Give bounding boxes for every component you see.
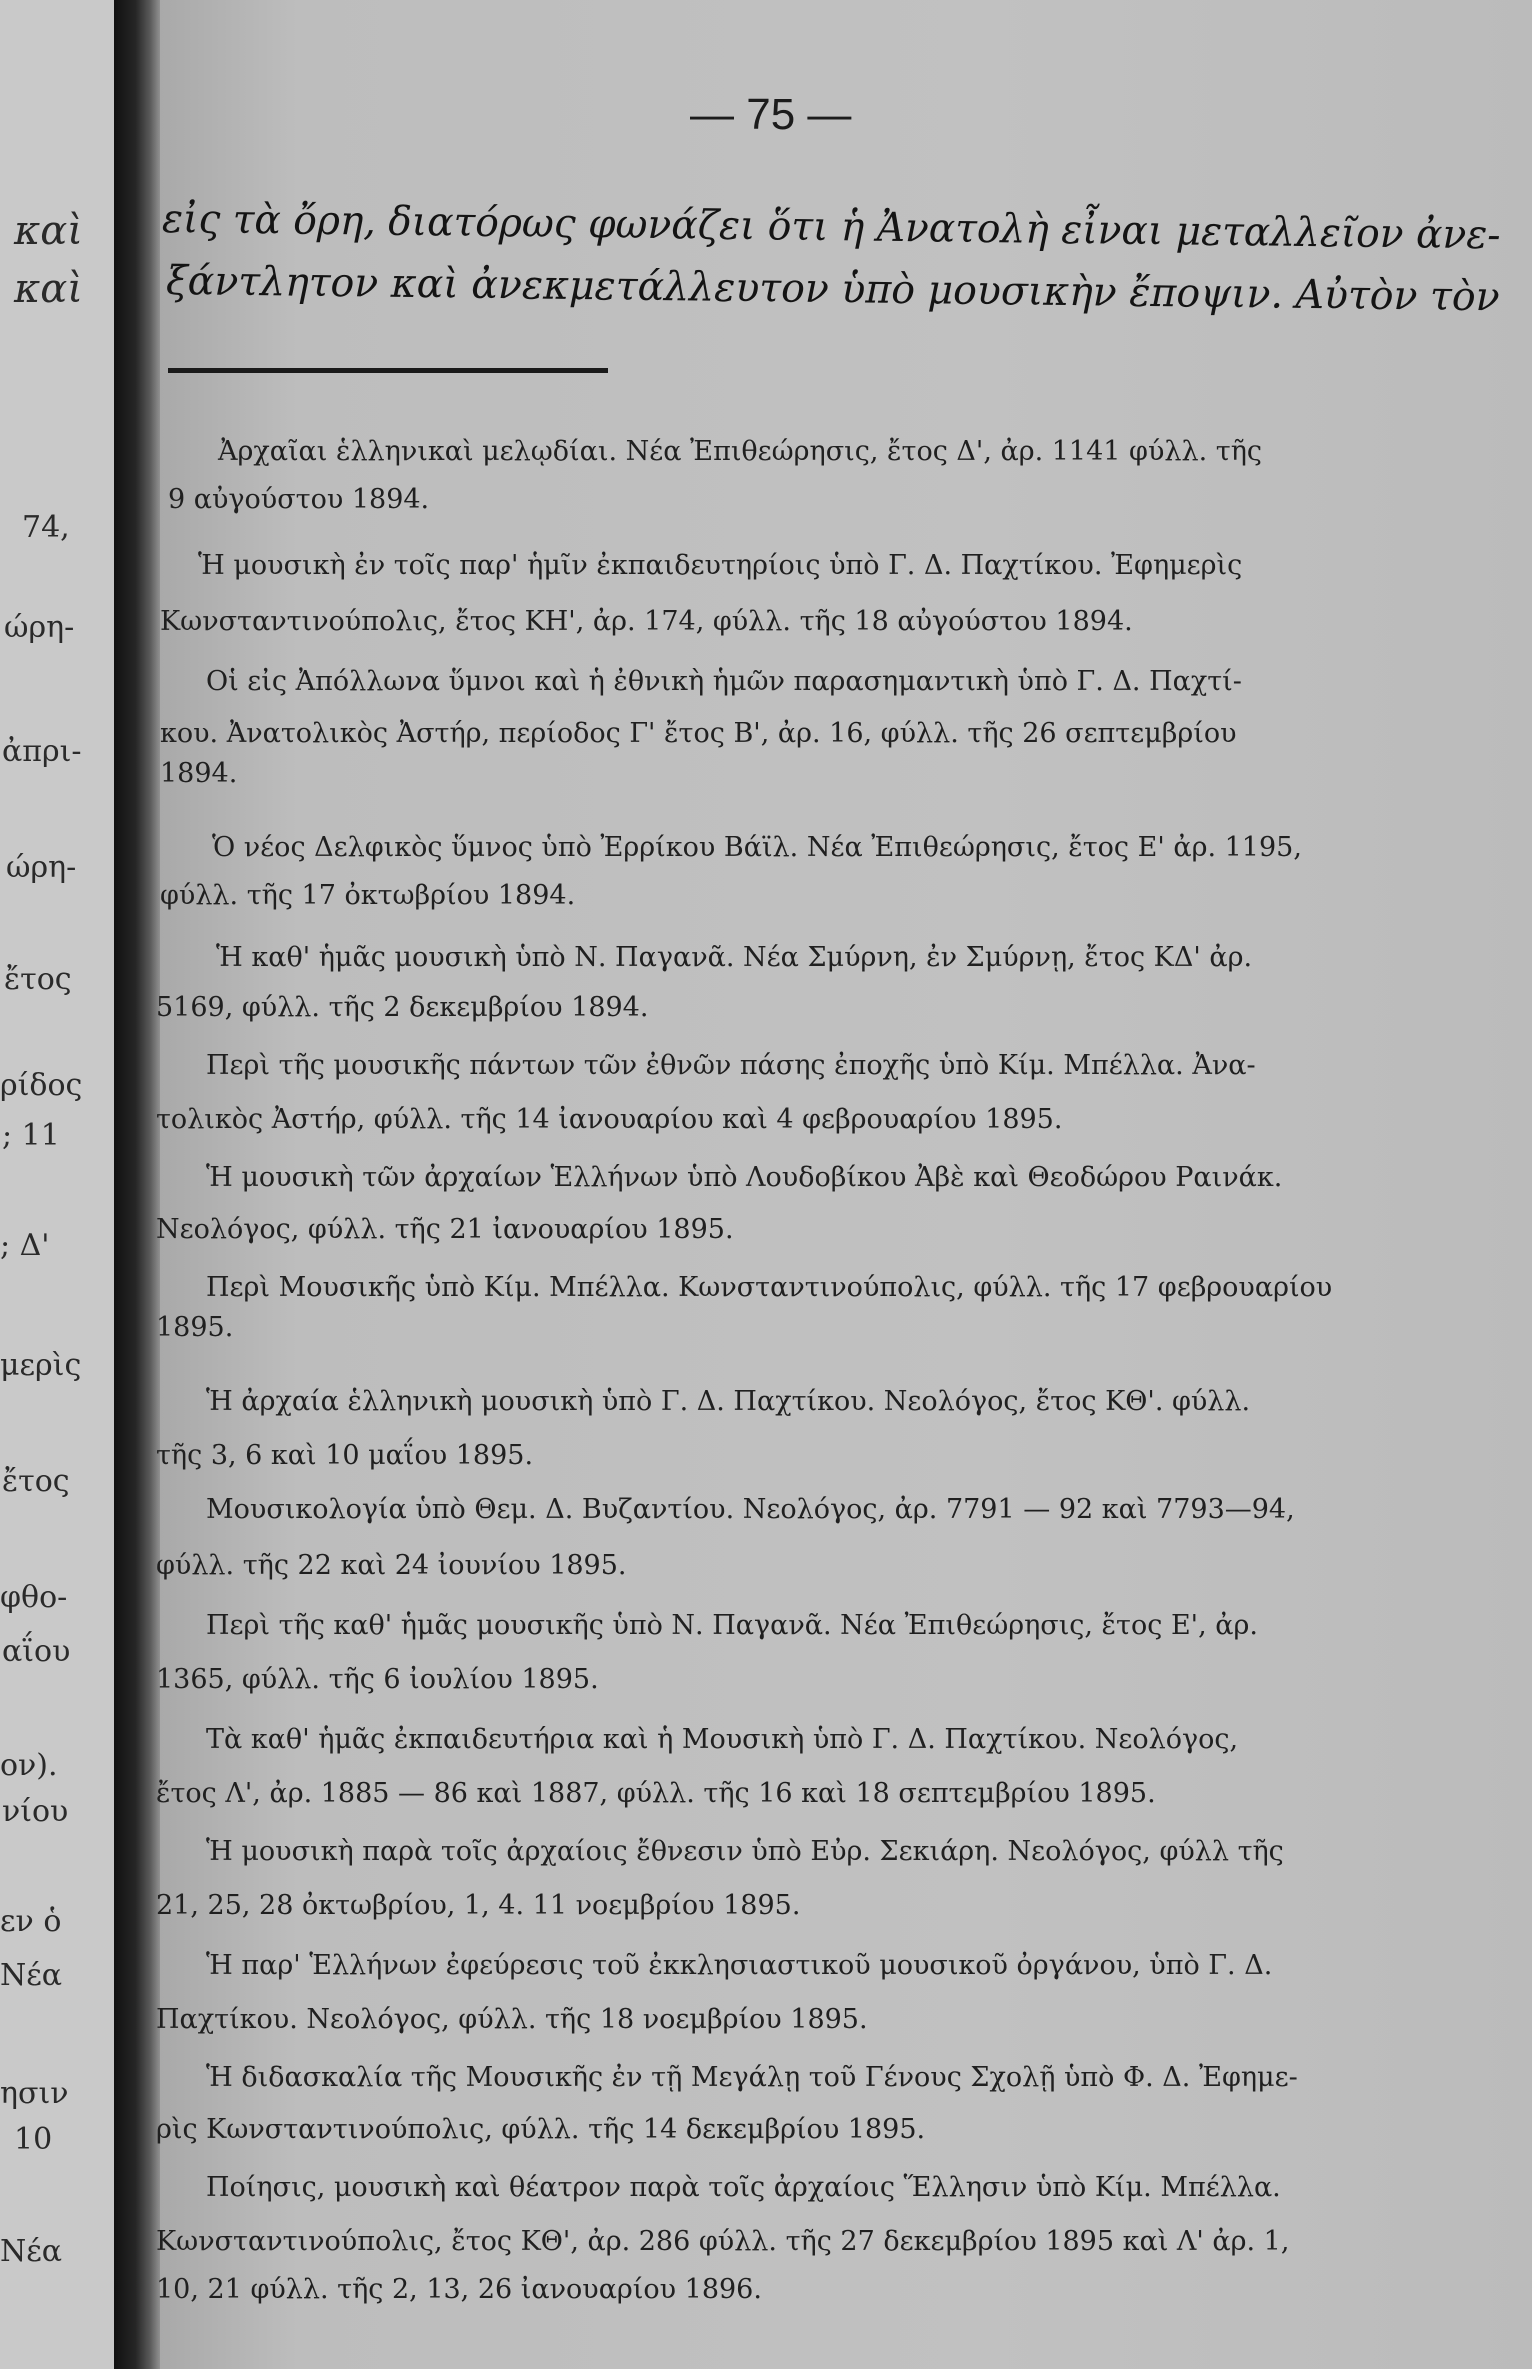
footnote-line: Οἱ εἰς Ἀπόλλωνα ὕμνοι καὶ ἡ ἐθνικὴ ἡμῶν παρασημαντικὴ ὑπὸ Γ. Δ. Παχτί-	[206, 666, 1242, 697]
footnote-line: 21, 25, 28 ὀκτωβρίου, 1, 4. 11 νοεμβρίου 1895.	[156, 1890, 801, 1921]
footnote-line: ἔτος Λ', ἀρ. 1885 — 86 καὶ 1887, φύλλ. τῆς 16 καὶ 18 σεπτεμβρίου 1895.	[156, 1778, 1156, 1809]
left-margin-word: 10	[14, 2122, 53, 2157]
footnote-line: τολικὸς Ἀστήρ, φύλλ. τῆς 14 ἰανουαρίου καὶ 4 φεβρουαρίου 1895.	[156, 1104, 1063, 1135]
footnote-line: Μουσικολογία ὑπὸ Θεμ. Δ. Βυζαντίου. Νεολόγος, ἀρ. 7791 — 92 καὶ 7793—94,	[206, 1494, 1295, 1525]
left-margin-word: Νέα	[0, 1958, 63, 1993]
left-margin-word: ἀπρι-	[2, 734, 82, 769]
footnote-line: Περὶ Μουσικῆς ὑπὸ Κίμ. Μπέλλα. Κωνσταντινούπολις, φύλλ. τῆς 17 φεβρουαρίου	[206, 1272, 1333, 1303]
footnote-line: 5169, φύλλ. τῆς 2 δεκεμβρίου 1894.	[156, 992, 649, 1023]
left-margin-word: αΐου	[2, 1634, 71, 1669]
footnote-rule	[168, 368, 608, 373]
body-line: ξάντλητον καὶ ἀνεκμετάλλευτον ὑπὸ μουσικὴν ἔποψιν. Αὐτὸν τὸν	[165, 258, 1500, 321]
footnote-line: Νεολόγος, φύλλ. τῆς 21 ἰανουαρίου 1895.	[156, 1214, 734, 1245]
footnote-line: Ἡ μουσικὴ παρὰ τοῖς ἀρχαίοις ἔθνεσιν ὑπὸ Εὐρ. Σεκιάρη. Νεολόγος, φύλλ τῆς	[206, 1836, 1284, 1867]
footnote-line: Τὰ καθ' ἡμᾶς ἐκπαιδευτήρια καὶ ἡ Μουσικὴ ὑπὸ Γ. Δ. Παχτίκου. Νεολόγος,	[206, 1724, 1239, 1755]
footnote-line: ρὶς Κωνσταντινούπολις, φύλλ. τῆς 14 δεκεμβρίου 1895.	[156, 2114, 926, 2145]
footnote-line: Ἡ παρ' Ἑλλήνων ἐφεύρεσις τοῦ ἐκκλησιαστικοῦ μουσικοῦ ὀργάνου, ὑπὸ Γ. Δ.	[206, 1950, 1273, 1981]
body-line: εἰς τὰ ὄρη, διατόρως φωνάζει ὅτι ἡ Ἀνατολὴ εἶναι μεταλλεῖον ἀνε-	[161, 196, 1501, 259]
footnote-line: 10, 21 φύλλ. τῆς 2, 13, 26 ἰανουαρίου 1896.	[156, 2274, 762, 2305]
left-margin-word: ησιν	[0, 2076, 69, 2111]
footnote-line: Ἡ μουσικὴ τῶν ἀρχαίων Ἑλλήνων ὑπὸ Λουδοβίκου Ἀβὲ καὶ Θεοδώρου Ραινάκ.	[206, 1162, 1283, 1193]
footnote-line: Ποίησις, μουσικὴ καὶ θέατρον παρὰ τοῖς ἀρχαίοις Ἕλλησιν ὑπὸ Κίμ. Μπέλλα.	[206, 2172, 1281, 2203]
left-margin-word: Νέα	[0, 2234, 63, 2269]
footnote-line: Περὶ τῆς καθ' ἡμᾶς μουσικῆς ὑπὸ Ν. Παγανᾶ. Νέα Ἐπιθεώρησις, ἔτος Ε', ἀρ.	[206, 1610, 1258, 1641]
left-margin-word: ; Δ'	[0, 1228, 50, 1263]
left-margin-word: ον).	[0, 1748, 58, 1783]
page-number: — 75 —	[690, 90, 852, 139]
left-margin-word: ; 11	[2, 1118, 60, 1153]
book-gutter	[114, 0, 162, 2369]
left-margin-word: φθο-	[0, 1580, 68, 1615]
footnote-line: Κωνσταντινούπολις, ἔτος ΚΗ', ἀρ. 174, φύλλ. τῆς 18 αὐγούστου 1894.	[160, 606, 1133, 637]
left-margin-word: μερὶς	[0, 1348, 82, 1383]
left-margin-word: ώρη-	[6, 850, 77, 885]
footnote-line: Παχτίκου. Νεολόγος, φύλλ. τῆς 18 νοεμβρίου 1895.	[156, 2004, 868, 2035]
footnote-line: Κωνσταντινούπολις, ἔτος ΚΘ', ἀρ. 286 φύλλ. τῆς 27 δεκεμβρίου 1895 καὶ Λ' ἀρ. 1,	[156, 2226, 1290, 2257]
footnote-line: κου. Ἀνατολικὸς Ἀστήρ, περίοδος Γ' ἔτος Β', ἀρ. 16, φύλλ. τῆς 26 σεπτεμβρίου	[160, 718, 1237, 749]
left-margin-word: ἔτος	[2, 1464, 70, 1499]
left-margin-word: ἔτος	[4, 962, 72, 997]
footnote-line: Περὶ τῆς μουσικῆς πάντων τῶν ἐθνῶν πάσης ἐποχῆς ὑπὸ Κίμ. Μπέλλα. Ἀνα-	[206, 1050, 1256, 1081]
left-margin-word: νίου	[2, 1794, 69, 1829]
left-margin-word: εν ὁ	[0, 1904, 62, 1939]
left-margin-word: ρίδος	[0, 1068, 83, 1103]
footnote-line: τῆς 3, 6 καὶ 10 μαΐου 1895.	[156, 1440, 534, 1471]
left-margin-word: καὶ	[14, 266, 83, 312]
left-page-edge	[0, 0, 122, 2369]
left-margin-word: καὶ	[14, 208, 83, 254]
footnote-line: Ὁ νέος Δελφικὸς ὕμνος ὑπὸ Ἐρρίκου Βάϊλ. Νέα Ἐπιθεώρησις, ἔτος Ε' ἀρ. 1195,	[212, 832, 1302, 863]
footnote-line: 9 αὐγούστου 1894.	[168, 484, 430, 515]
footnote-line: 1895.	[156, 1312, 234, 1343]
footnote-line: Ἡ καθ' ἡμᾶς μουσικὴ ὑπὸ Ν. Παγανᾶ. Νέα Σμύρνη, ἐν Σμύρνῃ, ἔτος ΚΔ' ἀρ.	[216, 942, 1253, 973]
footnote-line: Ἡ μουσικὴ ἐν τοῖς παρ' ἡμῖν ἐκπαιδευτηρίοις ὑπὸ Γ. Δ. Παχτίκου. Ἐφημερὶς	[198, 550, 1243, 581]
footnote-line: φύλλ. τῆς 17 ὀκτωβρίου 1894.	[160, 880, 576, 911]
footnote-line: φύλλ. τῆς 22 καὶ 24 ἰουνίου 1895.	[156, 1550, 627, 1581]
footnote-line: Ἡ διδασκαλία τῆς Μουσικῆς ἐν τῇ Μεγάλῃ τοῦ Γένους Σχολῇ ὑπὸ Φ. Δ. Ἐφημε-	[206, 2062, 1298, 2093]
footnote-line: Ἡ ἀρχαία ἑλληνικὴ μουσικὴ ὑπὸ Γ. Δ. Παχτίκου. Νεολόγος, ἔτος ΚΘ'. φύλλ.	[206, 1386, 1251, 1417]
footnote-line: Ἀρχαῖαι ἑλληνικαὶ μελῳδίαι. Νέα Ἐπιθεώρησις, ἔτος Δ', ἀρ. 1141 φύλλ. τῆς	[218, 436, 1262, 467]
left-margin-word: 74,	[22, 510, 70, 545]
footnote-line: 1894.	[160, 758, 238, 789]
footnote-line: 1365, φύλλ. τῆς 6 ἰουλίου 1895.	[156, 1664, 599, 1695]
left-margin-word: ώρη-	[4, 610, 75, 645]
